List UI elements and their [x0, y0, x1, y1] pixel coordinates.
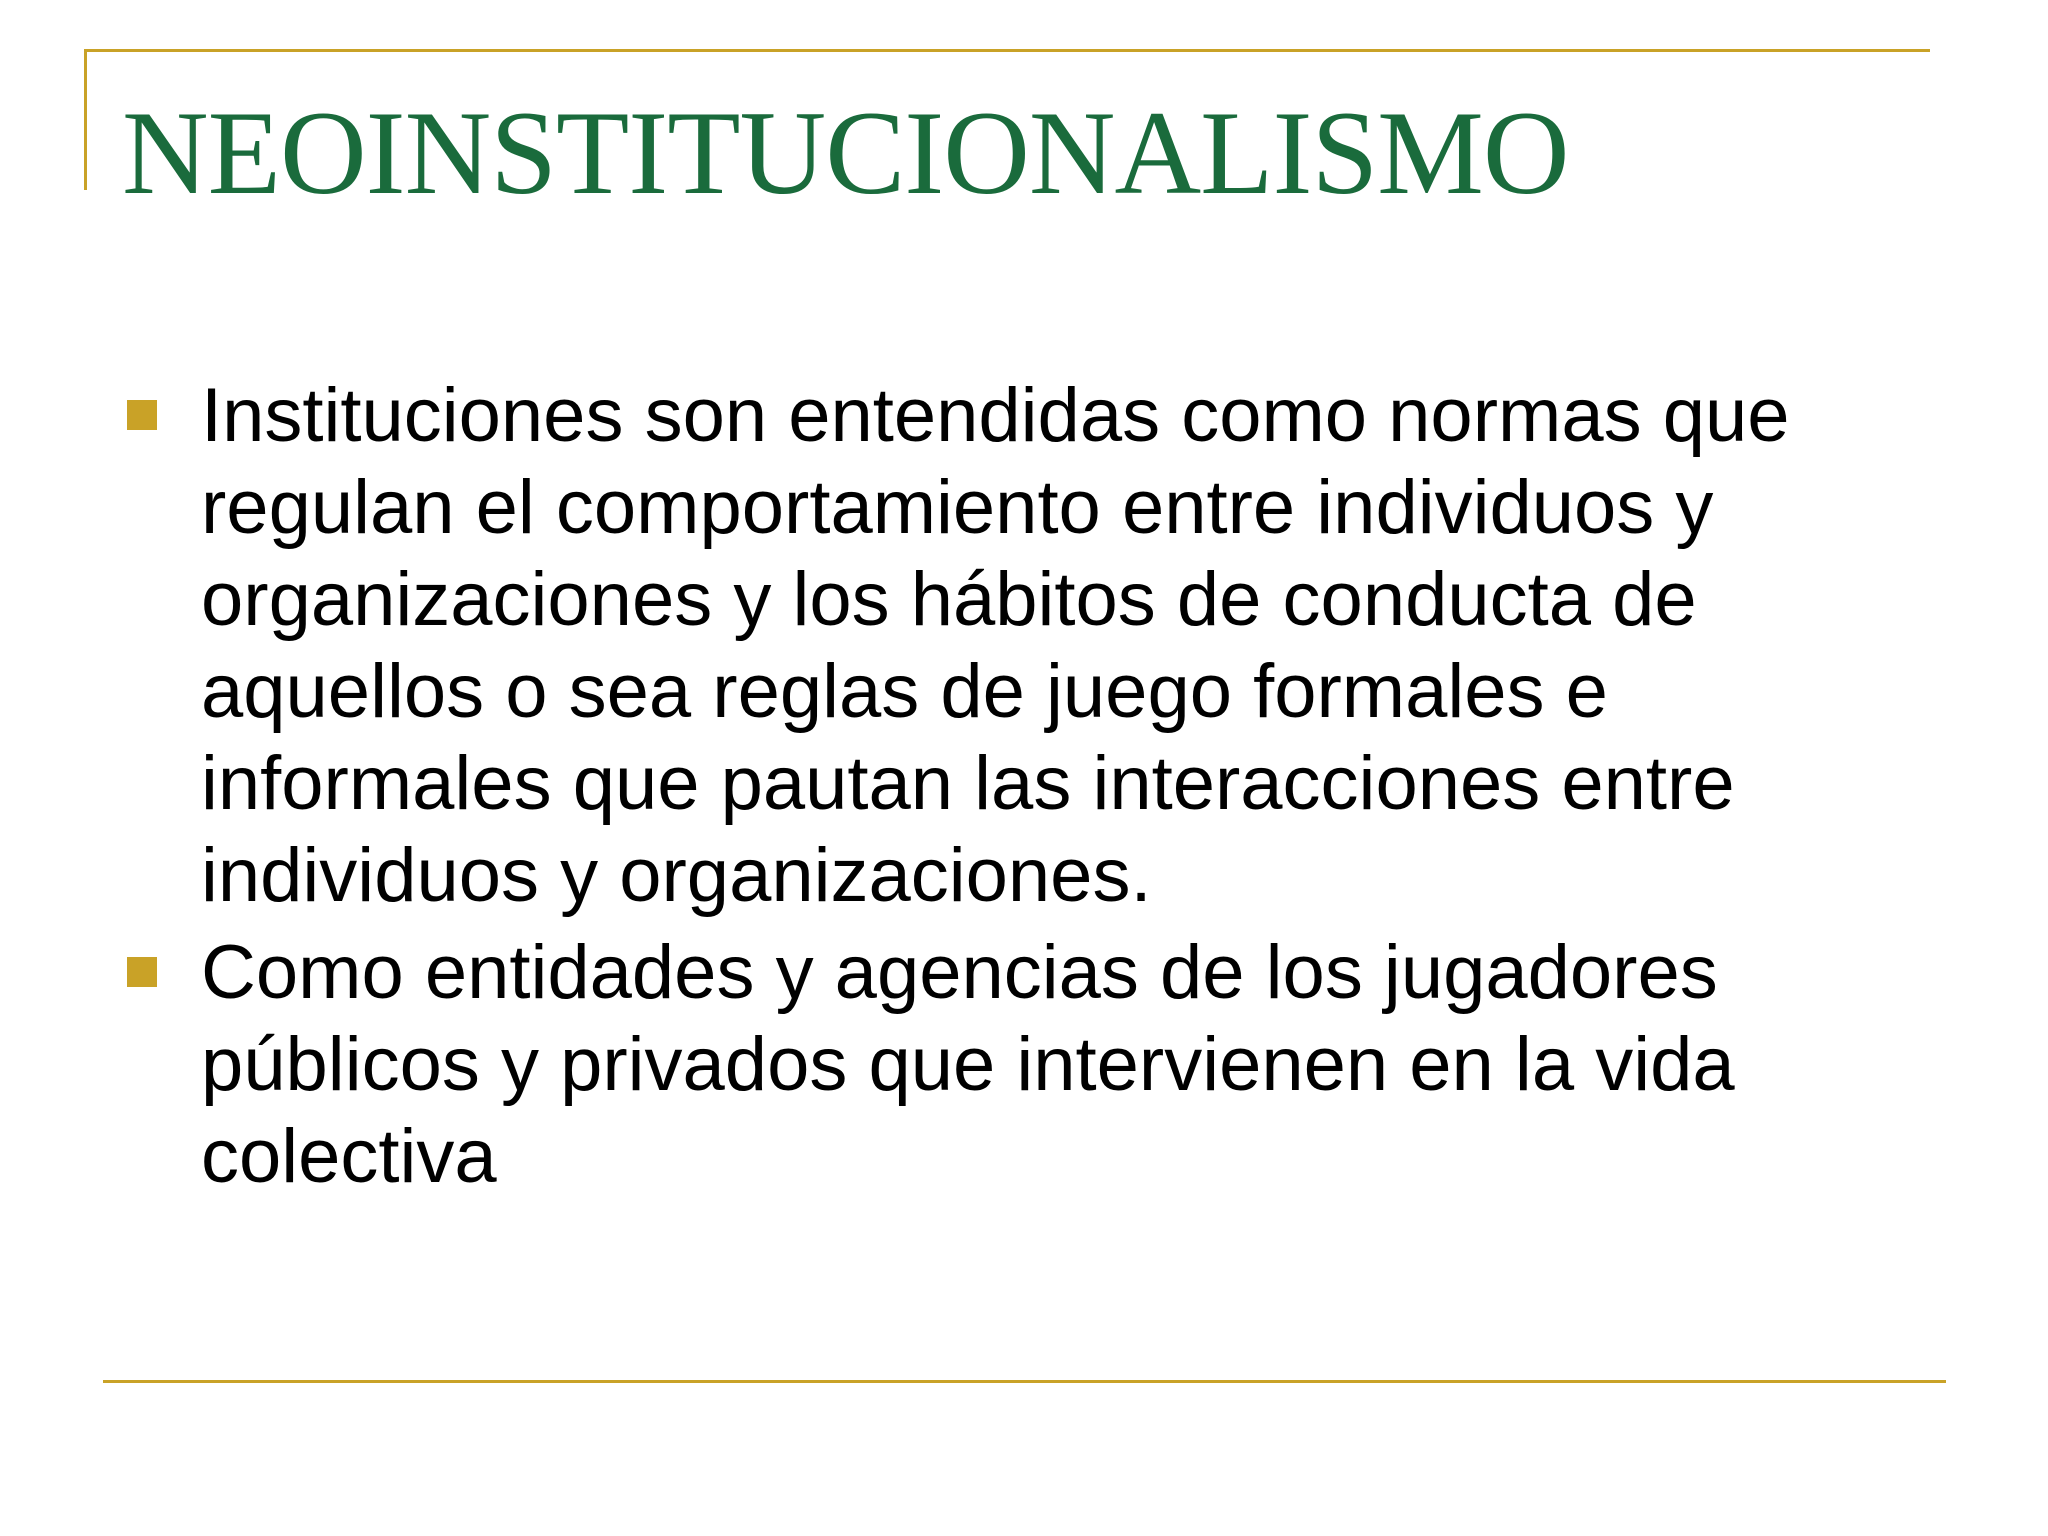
square-bullet-icon	[127, 400, 157, 430]
bullet-item	[122, 927, 1942, 1203]
bullet-item	[122, 370, 1942, 922]
left-rule	[84, 49, 87, 190]
bullet-text: Instituciones son entendidas como normas que regulan el comportamiento entre individuos y organizaciones y los hábitos de conducta de aquellos o sea reglas de juego formales e informales que pautan las interacciones entre individuos y organizaciones.	[201, 373, 1790, 918]
top-rule	[84, 49, 1930, 52]
bullet-list	[122, 370, 1942, 1203]
slide-title: NEOINSTITUCIONALISMO	[122, 86, 1569, 219]
bottom-rule	[103, 1380, 1946, 1383]
bullet-text: Como entidades y agencias de los jugadores públicos y privados que intervienen en la vida colectiva	[201, 930, 1735, 1199]
square-bullet-icon	[127, 957, 157, 987]
